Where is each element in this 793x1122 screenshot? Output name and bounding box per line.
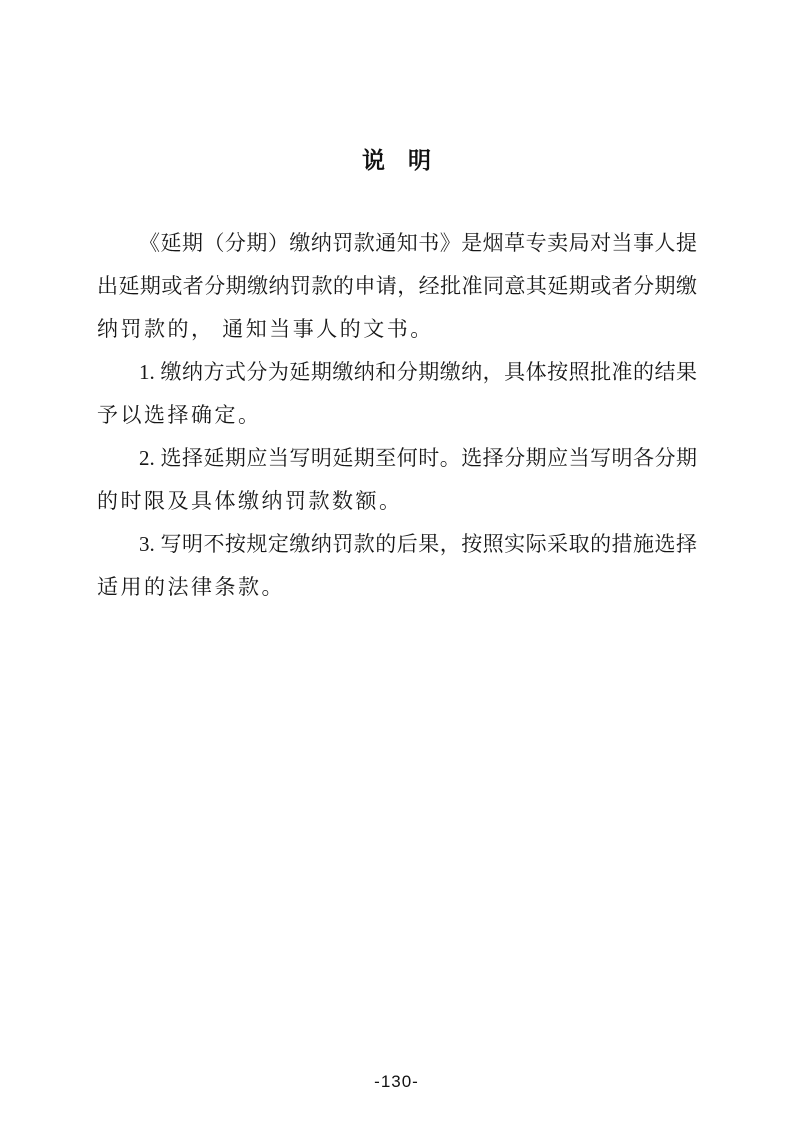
text-line: 的时限及具体缴纳罚款数额。	[97, 489, 403, 513]
text-line: 《延期（分期）缴纳罚款通知书》是烟草专卖局对当事人提	[139, 231, 697, 255]
text-line: 纳罚款的， 通知当事人的文书。	[97, 317, 434, 341]
text-line: 2. 选择延期应当写明延期至何时。选择分期应当写明各分期	[139, 446, 697, 470]
page-number: -130-	[374, 1072, 419, 1091]
text-line: 1. 缴纳方式分为延期缴纳和分期缴纳，具体按照批准的结果	[139, 360, 697, 384]
page-footer	[0, 1072, 793, 1092]
text-line: 出延期或者分期缴纳罚款的申请，经批准同意其延期或者分期缴	[97, 274, 697, 298]
text-line: 3. 写明不按规定缴纳罚款的后果，按照实际采取的措施选择	[139, 532, 697, 556]
paragraph-item-2	[97, 437, 697, 523]
document-body	[97, 222, 697, 609]
paragraph-intro	[97, 222, 697, 351]
paragraph-item-3	[97, 523, 697, 609]
text-line: 予以选择确定。	[97, 403, 262, 427]
paragraph-item-1	[97, 351, 697, 437]
text-line: 适用的法律条款。	[97, 575, 285, 599]
page-title: 说 明	[362, 148, 431, 174]
